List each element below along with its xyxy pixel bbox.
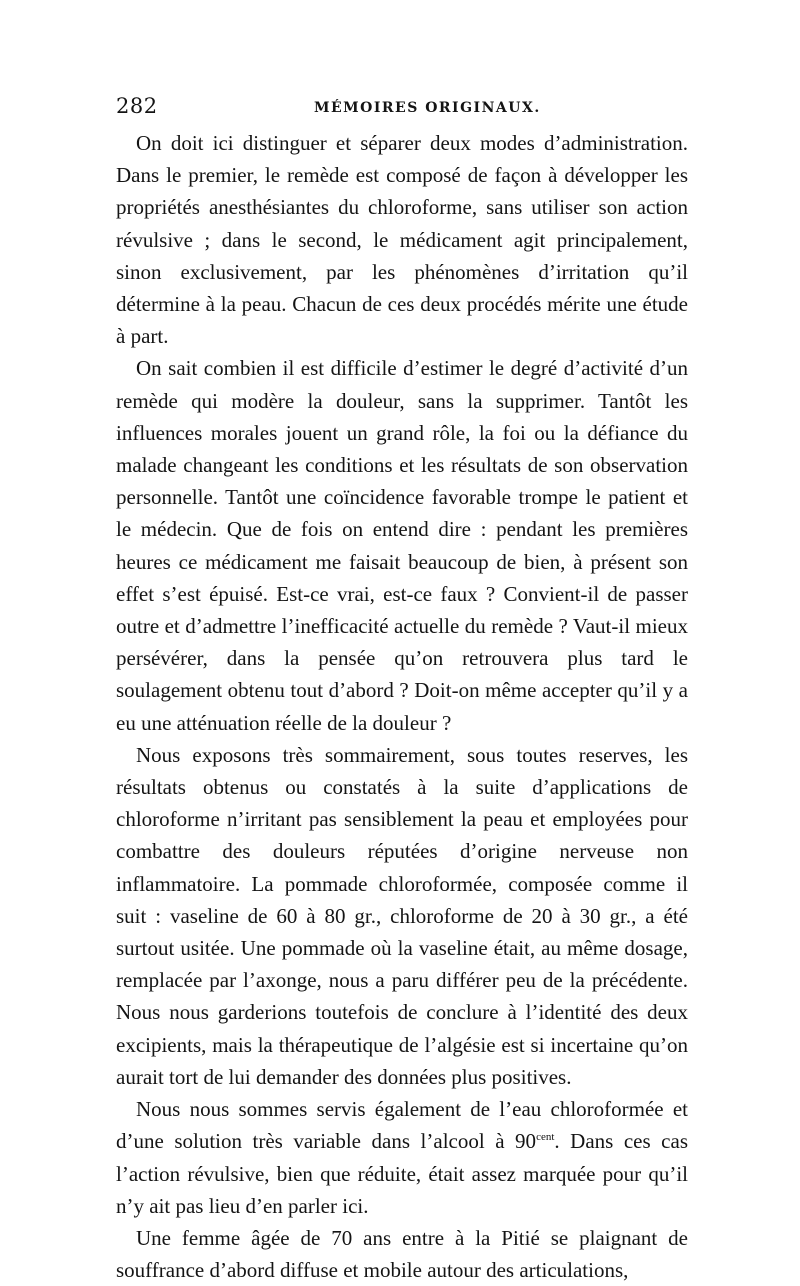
body-text <box>116 127 688 1286</box>
paragraph-chloroform-ointment: Nous exposons très sommairement, sous toutes reserves, les résultats obtenus ou constatés à la suite d’applications de chloroforme n’irritant pas sensiblement la peau et employées pour combattre des douleurs réputées d’origine nerveuse non inflammatoire. La pommade chloroformée, composée comme il suit : vaseline de 60 à 80 gr., chloroforme de 20 à 30 gr., a été surtout usitée. Une pommade où la vaseline était, au même dosage, remplacée par l’axonge, nous a paru différer peu de la précédente. Nous nous garderions toutefois de conclure à l’identité des deux excipients, mais la thérapeutique de l’algésie est si incertaine qu’on aurait tort de lui demander des données plus positives. <box>116 742 688 1089</box>
paragraph-remedy-activity: On sait combien il est difficile d’estimer le degré d’activité d’un remède qui modère la douleur, sans la supprimer. Tantôt les influences morales jouent un grand rôle, la foi ou la défiance du malade changeant les conditions et les résultats de son observation personnelle. Tantôt une coïncidence favorable trompe le patient et le médecin. Que de fois on entend dire : pendant les premières heures ce médicament me faisait beaucoup de bien, à présent son effet s’est épuisé. Est-ce vrai, est-ce faux ? Convient-il de passer outre et d’admettre l’inefficacité actuelle du remède ? Vaut-il mieux persévérer, dans la pensée qu’on retrouvera plus tard le soulagement obtenu tout d’abord ? Doit-on même accepter qu’il y a eu une atténuation réelle de la douleur ? <box>116 356 688 735</box>
paragraph-administration-modes: On doit ici distinguer et séparer deux modes d’administration. Dans le premier, le remède est composé de façon à développer les propriétés anesthésiantes du chloroforme, sans utiliser son action révulsive ; dans le second, le médicament agit principalement, sinon exclusivement, par les phénomènes d’irritation qu’il détermine à la peau. Chacun de ces deux procédés mérite une étude à part. <box>116 131 688 349</box>
paragraph-patient-case: Une femme âgée de 70 ans entre à la Pitié se plaignant de souffrance d’abord diffuse et mobile autour des articulations, <box>116 1225 688 1283</box>
paragraph-chloroform-water <box>116 1093 688 1222</box>
paragraph-text-after: . Dans ces cas l’action révulsive, bien que réduite, était assez marquée pour qu’il n’y ait pas lieu d’en parler ici. <box>116 1129 688 1218</box>
running-head <box>116 94 692 124</box>
paragraph-text-before: Nous nous sommes servis également de l’eau chloroformée et d’une solution très variable dans l’alcool à 90 <box>116 1097 688 1154</box>
page-number: 282 <box>116 94 158 118</box>
superscript-cent: cent <box>536 1131 555 1144</box>
header-title: MÉMOIRES ORIGINAUX. <box>314 100 541 116</box>
